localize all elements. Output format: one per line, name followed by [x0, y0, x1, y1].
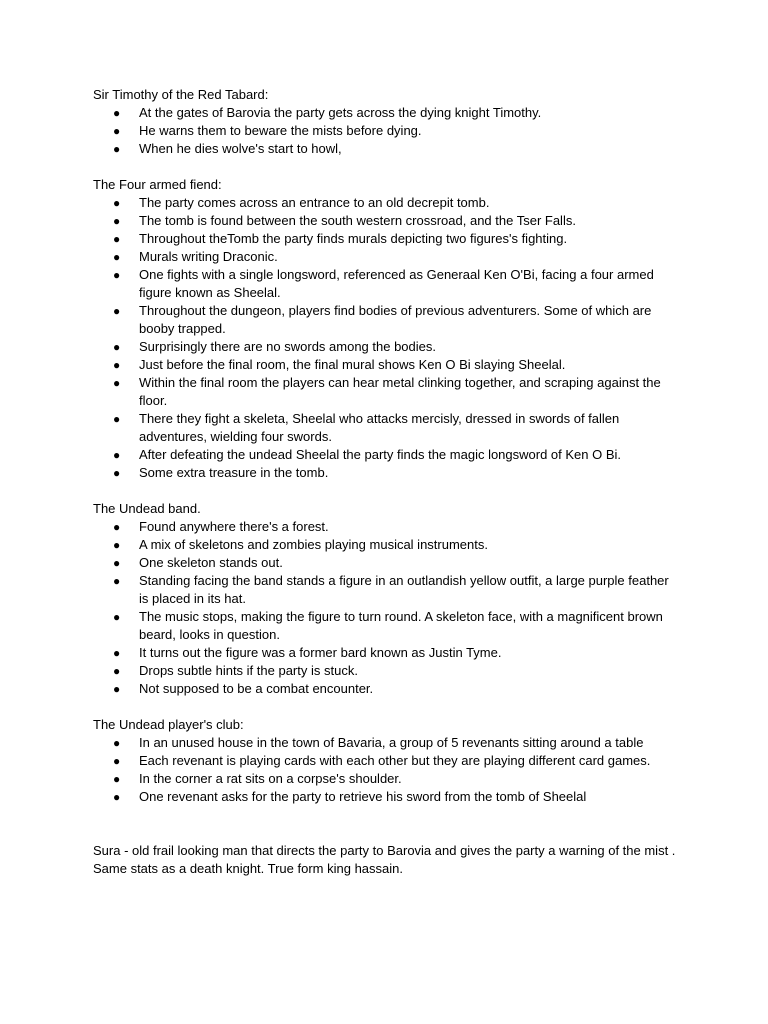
- list-item: ● The tomb is found between the south western crossroad, and the Tser Falls.: [113, 213, 576, 228]
- list-item: ● At the gates of Barovia the party gets across the dying knight Timothy.: [113, 105, 542, 120]
- list-item: ● Some extra treasure in the tomb.: [113, 465, 329, 480]
- list-item: ● One revenant asks for the party to retrieve his sword from the tomb of Sheelal: [113, 789, 587, 804]
- list-item: ● Found anywhere there's a forest.: [113, 519, 329, 534]
- bullet-list: [93, 734, 693, 806]
- section-undead-players-club: [93, 716, 693, 806]
- bullet-icon: ●: [113, 142, 121, 156]
- list-item: ● Throughout theTomb the party finds murals depicting two figures's fighting.: [113, 231, 568, 246]
- bullet-icon: ●: [113, 214, 121, 228]
- list-item: ● A mix of skeletons and zombies playing musical instruments.: [113, 537, 488, 552]
- list-item: ● Throughout the dungeon, players find bodies of previous adventurers. Some of which are booby trapped.: [113, 303, 652, 336]
- bullet-icon: ●: [113, 268, 121, 282]
- list-item: ● Each revenant is playing cards with each other but they are playing different card games.: [113, 753, 651, 768]
- bullet-icon: ●: [113, 646, 121, 660]
- bullet-icon: ●: [113, 574, 121, 588]
- section-undead-band: [93, 500, 693, 698]
- list-item: ● One fights with a single longsword, referenced as Generaal Ken O'Bi, facing a four armed figure known as Sheelal.: [113, 267, 654, 300]
- bullet-list: [93, 104, 693, 158]
- bullet-icon: ●: [113, 448, 121, 462]
- list-item: ● It turns out the figure was a former bard known as Justin Tyme.: [113, 645, 502, 660]
- bullet-icon: ●: [113, 304, 121, 318]
- bullet-icon: ●: [113, 790, 121, 804]
- list-item: ● Murals writing Draconic.: [113, 249, 278, 264]
- list-item: ● Drops subtle hints if the party is stuck.: [113, 663, 358, 678]
- list-item: ● Surprisingly there are no swords among the bodies.: [113, 339, 436, 354]
- bullet-icon: ●: [113, 754, 121, 768]
- section-sir-timothy: [93, 86, 693, 158]
- section-four-armed-fiend: [93, 176, 693, 482]
- bullet-icon: ●: [113, 412, 121, 426]
- bullet-list: [93, 518, 693, 698]
- bullet-icon: ●: [113, 610, 121, 624]
- list-item: ● Not supposed to be a combat encounter.: [113, 681, 374, 696]
- bullet-icon: ●: [113, 664, 121, 678]
- list-item: ● He warns them to beware the mists before dying.: [113, 123, 422, 138]
- bullet-icon: ●: [113, 250, 121, 264]
- bullet-icon: ●: [113, 196, 121, 210]
- document-body: [93, 86, 693, 878]
- list-item: ● When he dies wolve's start to howl,: [113, 141, 342, 156]
- list-item: ● The music stops, making the figure to turn round. A skeleton face, with a magnificent brown beard, looks in question.: [113, 609, 663, 642]
- bullet-icon: ●: [113, 106, 121, 120]
- bullet-icon: ●: [113, 538, 121, 552]
- bullet-icon: ●: [113, 466, 121, 480]
- list-item: ● In the corner a rat sits on a corpse's shoulder.: [113, 771, 402, 786]
- list-item: ● The party comes across an entrance to an old decrepit tomb.: [113, 195, 490, 210]
- section-title: The Undead band.: [93, 501, 201, 516]
- bullet-icon: ●: [113, 340, 121, 354]
- section-title: Sir Timothy of the Red Tabard:: [93, 87, 269, 102]
- bullet-icon: ●: [113, 520, 121, 534]
- bullet-icon: ●: [113, 736, 121, 750]
- list-item: ● Within the final room the players can hear metal clinking together, and scraping against the floor.: [113, 375, 661, 408]
- bullet-icon: ●: [113, 124, 121, 138]
- bullet-icon: ●: [113, 232, 121, 246]
- section-title: The Four armed fiend:: [93, 177, 222, 192]
- list-item: ● There they fight a skeleta, Sheelal who attacks mercisly, dressed in swords of fallen adventures, wielding four swords.: [113, 411, 620, 444]
- list-item: ● One skeleton stands out.: [113, 555, 283, 570]
- bullet-icon: ●: [113, 376, 121, 390]
- list-item: ● Standing facing the band stands a figure in an outlandish yellow outfit, a large purple feather is placed in its hat.: [113, 573, 669, 606]
- list-item: ● After defeating the undead Sheelal the party finds the magic longsword of Ken O Bi.: [113, 447, 622, 462]
- bullet-icon: ●: [113, 358, 121, 372]
- list-item: ● In an unused house in the town of Bavaria, a group of 5 revenants sitting around a table: [113, 735, 644, 750]
- bullet-icon: ●: [113, 556, 121, 570]
- blank-line: [93, 824, 693, 842]
- closing-paragraph: Sura - old frail looking man that directs the party to Barovia and gives the party a warning of the mist . Same stats as a death knight. True form king hassain.: [93, 843, 676, 876]
- section-title: The Undead player's club:: [93, 717, 244, 732]
- list-item: ● Just before the final room, the final mural shows Ken O Bi slaying Sheelal.: [113, 357, 566, 372]
- bullet-icon: ●: [113, 772, 121, 786]
- bullet-icon: ●: [113, 682, 121, 696]
- bullet-list: [93, 194, 693, 482]
